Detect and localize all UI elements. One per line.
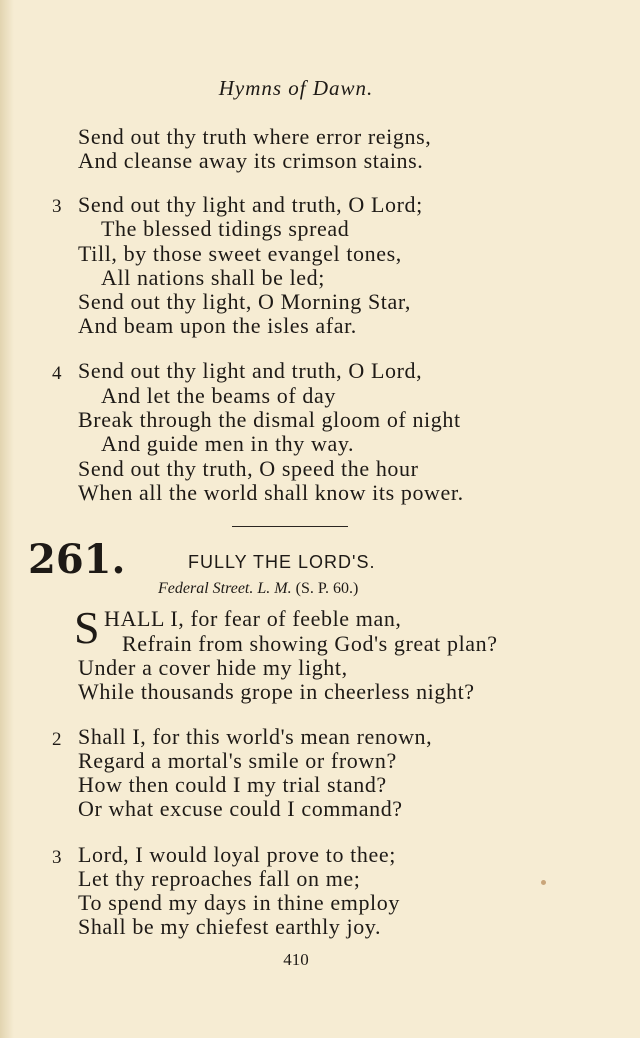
verse-line: Shall I, for this world's mean renown, bbox=[78, 724, 433, 749]
meter: L. M. bbox=[257, 580, 292, 597]
verse-line: And beam upon the isles afar. bbox=[78, 313, 357, 338]
verse-line: All nations shall be led; bbox=[101, 265, 325, 290]
drop-cap: S bbox=[74, 602, 100, 653]
tune-info bbox=[158, 580, 358, 598]
verse-line: Under a cover hide my light, bbox=[78, 655, 348, 680]
paper-speck bbox=[541, 880, 546, 885]
verse-line: Send out thy light and truth, O Lord, bbox=[78, 358, 423, 383]
verse-line: Shall be my chiefest earthly joy. bbox=[78, 914, 382, 939]
verse-line: How then could I my trial stand? bbox=[78, 772, 387, 797]
verse-line: Send out thy truth where error reigns, bbox=[78, 124, 432, 149]
verse-line: Regard a mortal's smile or frown? bbox=[78, 748, 397, 773]
stanza-number: 3 bbox=[52, 196, 62, 217]
stanza-number: 4 bbox=[52, 363, 62, 384]
tune-name: Federal Street. bbox=[158, 580, 254, 597]
verse-line: And let the beams of day bbox=[101, 383, 336, 408]
verse-line: Send out thy truth, O speed the hour bbox=[78, 456, 419, 481]
hymn-number: 261. bbox=[28, 536, 126, 583]
verse-line: While thousands grope in cheerless night? bbox=[78, 679, 475, 704]
verse-line: And cleanse away its crimson stains. bbox=[78, 148, 424, 173]
running-header: Hymns of Dawn. bbox=[218, 76, 374, 100]
page-number: 410 bbox=[283, 950, 309, 969]
stanza-number: 3 bbox=[52, 847, 62, 868]
hymn-title: FULLY THE LORD'S. bbox=[188, 552, 376, 572]
verse-line: When all the world shall know its power. bbox=[78, 480, 464, 505]
verse-line: Send out thy light, O Morning Star, bbox=[78, 289, 412, 314]
stanza-number: 2 bbox=[52, 729, 62, 750]
verse-line: Break through the dismal gloom of night bbox=[78, 407, 461, 432]
page-edge-shadow bbox=[0, 0, 14, 1038]
verse-line: Till, by those sweet evangel tones, bbox=[78, 241, 402, 266]
verse-line: Lord, I would loyal prove to thee; bbox=[78, 842, 396, 867]
tune-reference: (S. P. 60.) bbox=[295, 580, 359, 597]
verse-line: And guide men in thy way. bbox=[101, 431, 355, 456]
verse-line: The blessed tidings spread bbox=[101, 216, 350, 241]
verse-line: Let thy reproaches fall on me; bbox=[78, 866, 361, 891]
verse-line: HALL I, for fear of feeble man, bbox=[104, 606, 402, 631]
verse-line: Refrain from showing God's great plan? bbox=[122, 631, 498, 656]
verse-line: Send out thy light and truth, O Lord; bbox=[78, 192, 423, 217]
verse-line: To spend my days in thine employ bbox=[78, 890, 400, 915]
section-divider bbox=[232, 526, 348, 527]
verse-line: Or what excuse could I command? bbox=[78, 796, 403, 821]
